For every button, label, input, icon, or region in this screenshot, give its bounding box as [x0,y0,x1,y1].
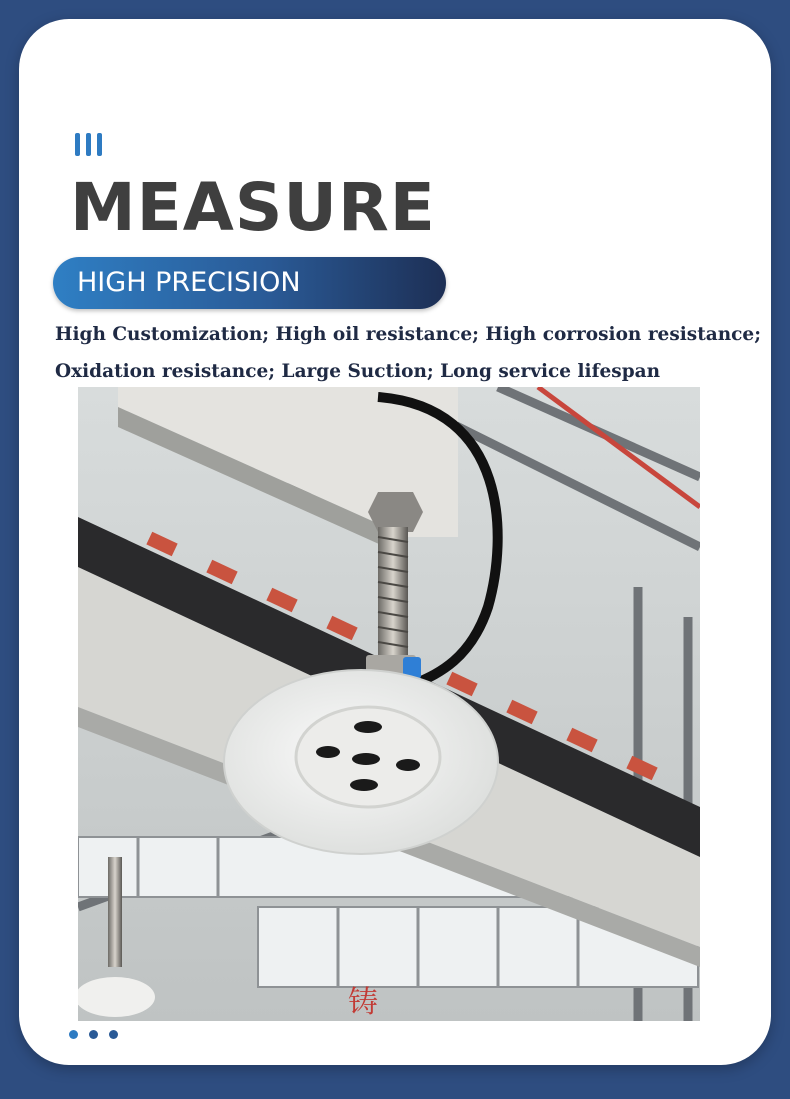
product-photo [78,387,700,1021]
sign-text: 铸 [348,985,378,1020]
feature-line-1: High Customization; High oil resistance; High corrosion resistance; [55,324,762,345]
page-title: MEASURE [70,169,436,246]
carousel-dots-icon [69,1030,118,1039]
high-precision-badge [53,257,446,309]
carousel-dot[interactable] [109,1030,118,1039]
carousel-dot[interactable] [89,1030,98,1039]
suction-cup-photo-illustration [78,387,700,1021]
feature-line-2: Oxidation resistance; Large Suction; Long service lifespan [55,361,661,382]
carousel-dot[interactable] [69,1030,78,1039]
three-bars-icon [75,133,102,156]
badge-label: HIGH PRECISION [77,267,301,298]
